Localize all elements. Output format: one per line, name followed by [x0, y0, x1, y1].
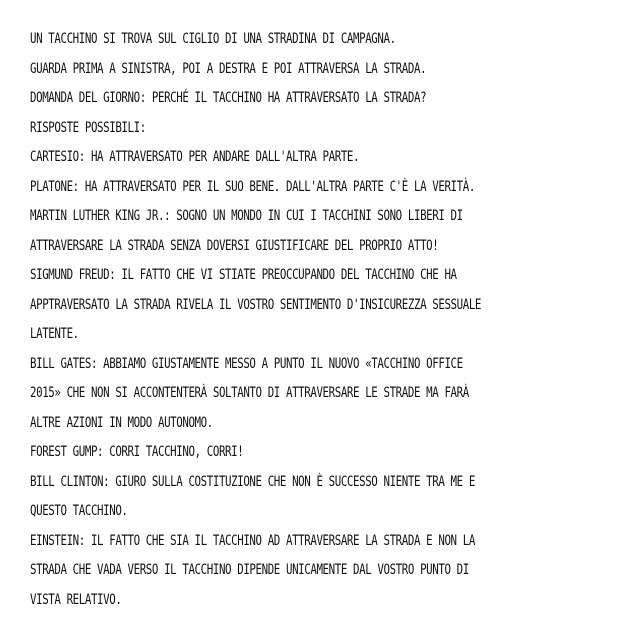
text-line: QUESTO TACCHINO.: [30, 502, 128, 519]
text-line: MARTIN LUTHER KING JR.: SOGNO UN MONDO IN CUI I TACCHINI SONO LIBERI DI: [30, 207, 463, 224]
text-line: PLATONE: HA ATTRAVERSATO PER IL SUO BENE. DALL'ALTRA PARTE C'È LA VERITÀ.: [30, 177, 475, 195]
text-line: ATTRAVERSARE LA STRADA SENZA DOVERSI GIUSTIFICARE DEL PROPRIO ATTO!: [30, 236, 439, 254]
text-line: 2015» CHE NON SI ACCONTENTERÀ SOLTANTO DI ATTRAVERSARE LE STRADE MA FARÀ: [30, 384, 469, 401]
text-line: LATENTE.: [30, 325, 79, 342]
text-line: BILL CLINTON: GIURO SULLA COSTITUZIONE CHE NON È SUCCESSO NIENTE TRA ME E: [30, 472, 475, 490]
text-line: RISPOSTE POSSIBILI:: [30, 118, 146, 136]
text-line: BILL GATES: ABBIAMO GIUSTAMENTE MESSO A PUNTO IL NUOVO «TACCHINO OFFICE: [30, 354, 463, 372]
text-line: GUARDA PRIMA A SINISTRA, POI A DESTRA E POI ATTRAVERSA LA STRADA.: [30, 59, 427, 77]
text-line: DOMANDA DEL GIORNO: PERCHÉ IL TACCHINO HA ATTRAVERSATO LA STRADA?: [30, 89, 427, 106]
text-line: FOREST GUMP: CORRI TACCHINO, CORRI!: [30, 443, 244, 460]
text-line: CARTESIO: HA ATTRAVERSATO PER ANDARE DALL'ALTRA PARTE.: [30, 148, 360, 165]
text-line: VISTA RELATIVO.: [30, 590, 122, 608]
text-line: EINSTEIN: IL FATTO CHE SIA IL TACCHINO AD ATTRAVERSARE LA STRADA E NON LA: [30, 531, 475, 549]
text-line: STRADA CHE VADA VERSO IL TACCHINO DIPENDE UNICAMENTE DAL VOSTRO PUNTO DI: [30, 561, 469, 578]
text-line: APPTRAVERSATO LA STRADA RIVELA IL VOSTRO SENTIMENTO D'INSICUREZZA SESSUALE: [30, 295, 482, 313]
text-line: ALTRE AZIONI IN MODO AUTONOMO.: [30, 413, 213, 431]
text-line: UN TACCHINO SI TROVA SUL CIGLIO DI UNA STRADINA DI CAMPAGNA.: [30, 30, 396, 47]
joke-text-block: [30, 24, 602, 614]
text-line: SIGMUND FREUD: IL FATTO CHE VI STIATE PREOCCUPANDO DEL TACCHINO CHE HA: [30, 266, 457, 283]
